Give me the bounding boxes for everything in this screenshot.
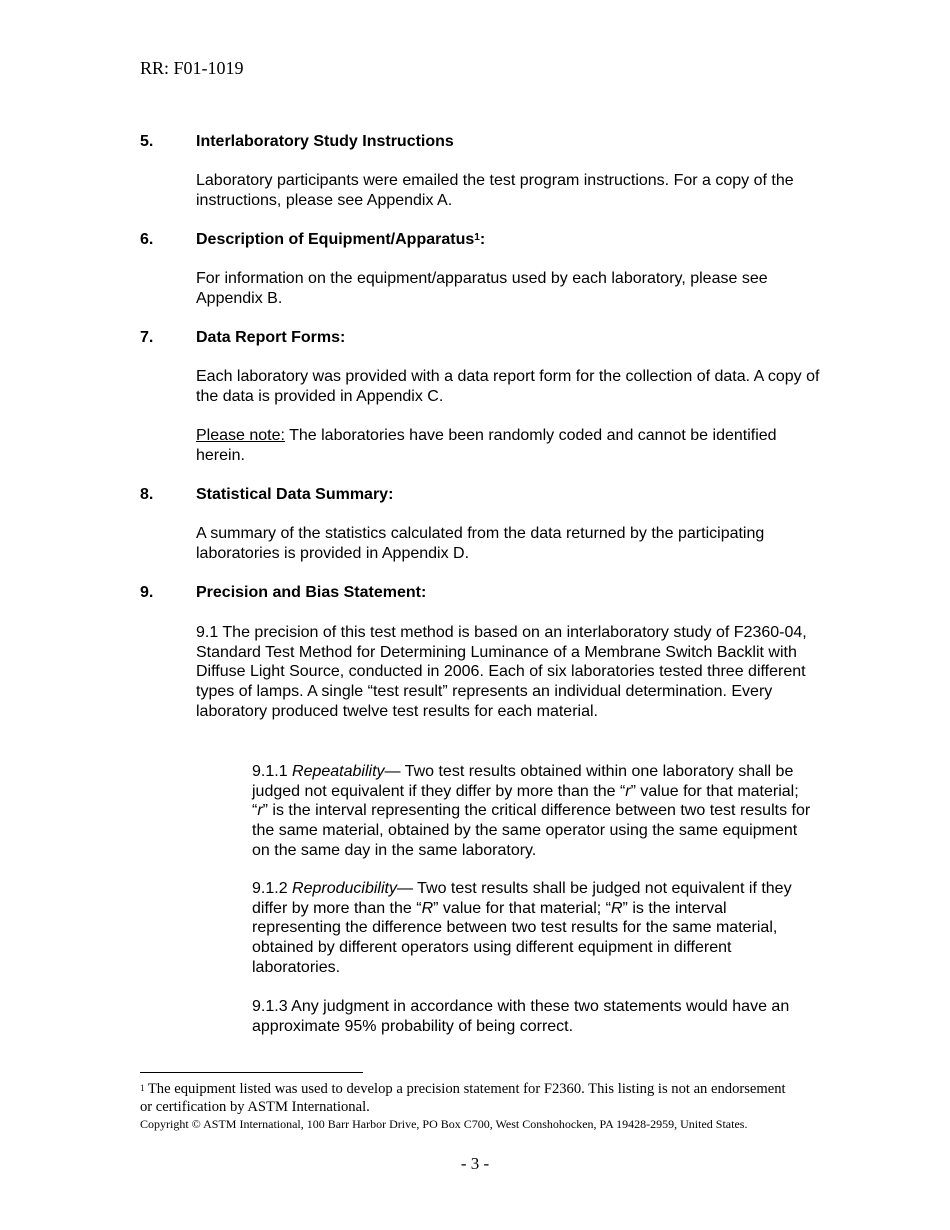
subsection-number: 9.1.1 bbox=[252, 763, 293, 780]
subsection-text: — Two test results obtained within one laboratory shall be judged not equivalent if they differ by more than the “ bbox=[252, 763, 794, 800]
copyright-notice: Copyright © ASTM International, 100 Barr Harbor Drive, PO Box C700, West Conshohocken, PA 19428-2959, United States. bbox=[140, 1117, 748, 1131]
subsection-text: ” is the interval representing the critical difference between two test results for the same material, obtained by the same operator using the same equipment on the same day in the same laboratory. bbox=[252, 802, 811, 859]
section-title: Statistical Data Summary: bbox=[196, 486, 394, 503]
section-9-1-paragraph: 9.1 The precision of this test method is based on an interlaboratory study of F2360-04, Standard Test Method for Determining Luminance of a Membrane Switch Backlit with Diffuse Light Source, conducted in 2006. Each of six laboratories tested three different types of lamps. A single “test result” represents an individual determination. Every laboratory produced twelve test results for each material. bbox=[196, 624, 807, 720]
section-6-heading bbox=[140, 230, 830, 250]
footnote bbox=[140, 1080, 800, 1116]
section-title-text: Description of Equipment/Apparatus bbox=[196, 231, 475, 248]
footnote-separator bbox=[140, 1072, 363, 1073]
section-number: 6. bbox=[140, 231, 154, 248]
symbol-r: r bbox=[257, 802, 263, 820]
section-number: 5. bbox=[140, 133, 154, 150]
footnote-mark: 1 bbox=[140, 1083, 145, 1093]
subsection-term: Reproducibility bbox=[292, 880, 397, 897]
subsection-number: 9.1.2 bbox=[252, 880, 293, 897]
section-8-heading bbox=[140, 485, 830, 505]
subsection-9-1-1 bbox=[252, 762, 817, 861]
section-7-paragraph: Each laboratory was provided with a data report form for the collection of data. A copy of the data is provided in Appendix C. bbox=[196, 368, 820, 405]
document-id-header: RR: F01-1019 bbox=[140, 58, 244, 78]
subsection-9-1-3: 9.1.3 Any judgment in accordance with these two statements would have an approximate 95% probability of being correct. bbox=[252, 998, 790, 1035]
symbol-capital-r: R bbox=[610, 899, 623, 917]
section-number: 7. bbox=[140, 329, 154, 346]
section-number: 8. bbox=[140, 486, 154, 503]
section-title: Data Report Forms: bbox=[196, 329, 346, 346]
section-title-suffix: : bbox=[479, 231, 486, 248]
subsection-text: ” is the interval representing the difference between two test results for the same material, obtained by different operators using different equipment in different laboratories. bbox=[252, 899, 778, 976]
page-number: - 3 - bbox=[460, 1154, 490, 1173]
section-8-paragraph: A summary of the statistics calculated from the data returned by the participating laboratories is provided in Appendix D. bbox=[196, 525, 765, 562]
section-7-note bbox=[196, 426, 821, 465]
subsection-term: Repeatability bbox=[292, 763, 385, 780]
footnote-text: The equipment listed was used to develop a precision statement for F2360. This listing is not an endorsement or certification by ASTM International. bbox=[140, 1081, 786, 1115]
subsection-9-1-2 bbox=[252, 879, 817, 978]
section-7-heading bbox=[140, 328, 830, 348]
subsection-text: ” value for that material; “ bbox=[252, 782, 799, 820]
section-title bbox=[196, 230, 485, 250]
section-number: 9. bbox=[140, 584, 154, 601]
symbol-capital-r: R bbox=[421, 899, 434, 917]
section-title: Interlaboratory Study Instructions bbox=[196, 133, 454, 150]
footnote-reference: 1 bbox=[474, 232, 480, 243]
section-6-paragraph: For information on the equipment/apparatus used by each laboratory, please see Appendix B. bbox=[196, 270, 768, 307]
section-title: Precision and Bias Statement: bbox=[196, 584, 427, 601]
symbol-r: r bbox=[625, 782, 631, 800]
note-label: Please note: bbox=[196, 427, 285, 444]
section-5-paragraph: Laboratory participants were emailed the test program instructions. For a copy of the instructions, please see Appendix A. bbox=[196, 172, 794, 209]
subsection-text: ” value for that material; “ bbox=[433, 899, 611, 917]
section-5-heading bbox=[140, 132, 830, 152]
note-text: The laboratories have been randomly coded and cannot be identified herein. bbox=[196, 427, 777, 464]
subsection-text: — Two test results shall be judged not equivalent if they differ by more than the “ bbox=[252, 880, 792, 917]
section-9-heading bbox=[140, 583, 830, 603]
